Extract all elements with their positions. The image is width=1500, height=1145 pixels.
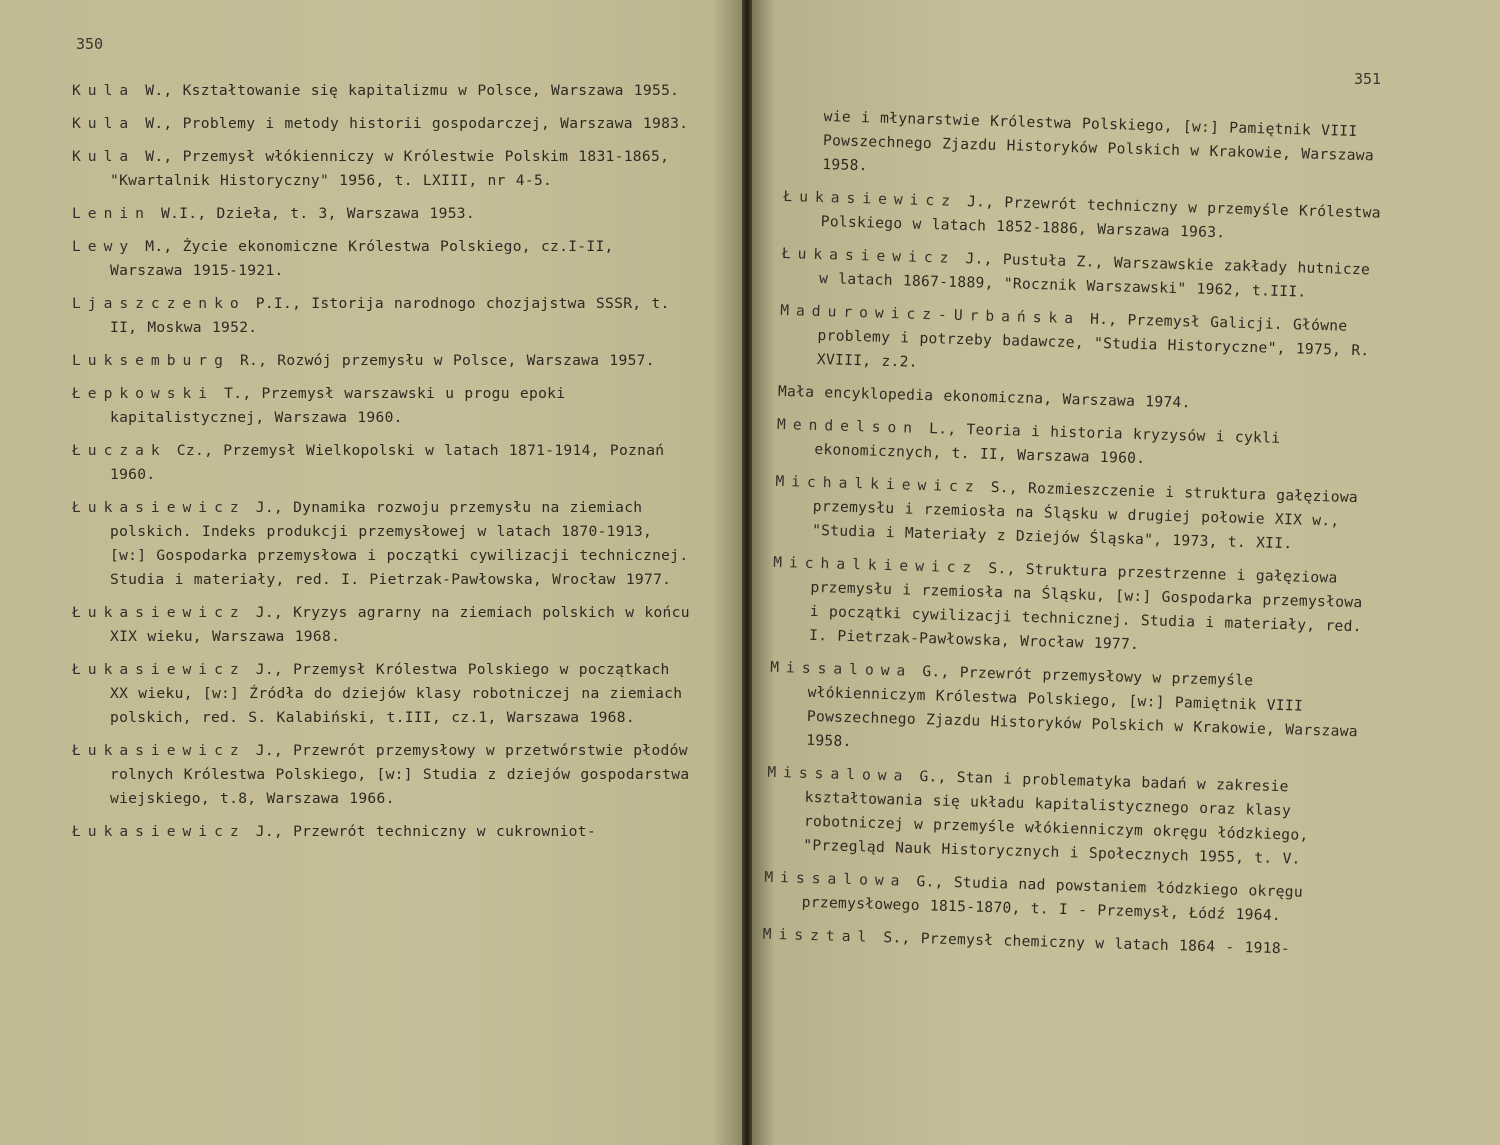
entry-author: Misztal bbox=[762, 925, 874, 946]
bibliography-entry bbox=[72, 382, 692, 430]
bibliography-entry bbox=[774, 470, 1382, 559]
entry-author: Łuczak bbox=[72, 442, 167, 459]
bibliography-entry-continuation bbox=[784, 104, 1392, 193]
entry-text: S., Struktura przestrzenne i gałęziowa przemysłu i rzemiosła na Śląsku, [w:] Gospodarka przemysłowa i początki cywilizacji technicznej. Studia i materiały, red. I. Pietrzak-Pawłowska, Wrocław 1977. bbox=[808, 559, 1363, 654]
entry-text: W., Kształtowanie się kapitalizmu w Polsce, Warszawa 1955. bbox=[135, 82, 680, 99]
entry-text: J., Pustuła Z., Warszawskie zakłady hutnicze w latach 1867-1889, "Rocznik Warszawski" 1962, t.III. bbox=[818, 249, 1371, 301]
bibliography-entry bbox=[72, 820, 692, 844]
bibliography-list bbox=[72, 79, 692, 853]
bibliography-entry bbox=[782, 185, 1389, 250]
entry-text: W.I., Dzieła, t. 3, Warszawa 1953. bbox=[150, 205, 475, 222]
entry-text: J., Przewrót techniczny w cukrowniot- bbox=[245, 823, 596, 840]
entry-author: Ljaszczenko bbox=[72, 295, 246, 312]
entry-text: L., Teoria i historia kryzysów i cykli ekonomicznych, t. II, Warszawa 1960. bbox=[814, 419, 1281, 468]
entry-author: Łukasiewicz bbox=[72, 604, 246, 621]
entry-text: Mała encyklopedia ekonomiczna, Warszawa 1974. bbox=[777, 382, 1191, 412]
entry-text: W., Przemysł włókienniczy w Królestwie Polskim 1831-1865, "Kwartalnik Historyczny" 1956, t. LXIII, nr 4-5. bbox=[110, 148, 670, 189]
entry-author: Kula bbox=[72, 82, 136, 99]
bibliography-entry bbox=[779, 299, 1387, 388]
bibliography-entry bbox=[72, 349, 692, 373]
entry-author: Missalowa bbox=[767, 763, 910, 785]
entry-author: Łukasiewicz bbox=[72, 823, 246, 840]
entry-text: R., Rozwój przemysłu w Polsce, Warszawa 1957. bbox=[229, 352, 655, 369]
entry-author: Michalkiewicz bbox=[772, 553, 979, 577]
entry-author: Missalowa bbox=[764, 868, 907, 890]
entry-text: J., Przewrót przemysłowy w przetwórstwie płodów rolnych Królestwa Polskiego, [w:] Studia z dziejów gospodarstwa wiejskiego, t.8, Warszawa 1966. bbox=[110, 742, 690, 807]
entry-author: Łukasiewicz bbox=[72, 742, 246, 759]
entry-text: J., Przemysł Królestwa Polskiego w początkach XX wieku, [w:] Źródła do dziejów klasy robotniczej na ziemiach polskich, red. S. Kalabiński, t.III, cz.1, Warszawa 1968. bbox=[110, 661, 683, 726]
bibliography-entry bbox=[72, 601, 692, 649]
entry-text: P.I., Istorija narodnogo chozjajstwa SSSR, t. II, Moskwa 1952. bbox=[110, 295, 670, 336]
entry-text: G., Studia nad powstaniem łódzkiego okręgu przemysłowego 1815-1870, t. I - Przemysł, Łódź 1964. bbox=[801, 872, 1304, 925]
entry-text: G., Stan i problematyka badań w zakresie kształtowania się układu kapitalistycznego oraz klasy robotniczej w przemyśle włókienniczym okręgu łódzkiego, "Przegląd Nauk Historycznych i Społecznych 1955, t. V. bbox=[803, 767, 1309, 868]
entry-text: S., Przemysł chemiczny w latach 1864 - 1918- bbox=[873, 928, 1291, 958]
book-gutter bbox=[742, 0, 752, 1145]
entry-text: M., Życie ekonomiczne Królestwa Polskiego, cz.I-II, Warszawa 1915-1921. bbox=[110, 238, 614, 279]
bibliography-entry bbox=[781, 242, 1388, 307]
entry-text: J., Kryzys agrarny na ziemiach polskich w końcu XIX wieku, Warszawa 1968. bbox=[110, 604, 690, 645]
bibliography-entry bbox=[72, 112, 692, 136]
bibliography-entry bbox=[72, 79, 692, 103]
bibliography-entry bbox=[72, 658, 692, 730]
bibliography-entry bbox=[762, 923, 1368, 964]
bibliography-entry bbox=[72, 496, 692, 592]
entry-text: H., Przemysł Galicji. Główne problemy i potrzeby badawcze, "Studia Historyczne", 1975, R. XVIII, z.2. bbox=[816, 310, 1370, 371]
entry-text: G., Przewrót przemysłowy w przemyśle włókienniczym Królestwa Polskiego, [w:] Pamiętnik VIII Powszechnego Zjazdu Historyków Polskich w Krakowie, Warszawa 1958. bbox=[806, 662, 1359, 751]
entry-author: Lewy bbox=[72, 238, 136, 255]
entry-author: Missalowa bbox=[770, 658, 913, 680]
entry-author: Lenin bbox=[72, 205, 151, 222]
entry-author: Łukasiewicz bbox=[72, 499, 246, 516]
entry-text: J., Dynamika rozwoju przemysłu na ziemiach polskich. Indeks produkcji przemysłowej w latach 1870-1913, [w:] Gospodarka przemysłowa i początki cywilizacji technicznej. Studia i materiały, red. I. Pietrzak-Pawłowska, Wrocław 1977. bbox=[110, 499, 689, 588]
entry-author: Kula bbox=[72, 115, 136, 132]
entry-author: Madurowicz-Urbańska bbox=[779, 301, 1081, 328]
page-number: 350 bbox=[76, 35, 104, 53]
entry-text: T., Przemysł warszawski u progu epoki kapitalistycznej, Warszawa 1960. bbox=[110, 385, 566, 426]
bibliography-entry bbox=[765, 761, 1373, 874]
entry-author: Łukasiewicz bbox=[783, 187, 958, 210]
left-page bbox=[0, 0, 742, 1145]
entry-text: S., Rozmieszczenie i struktura gałęziowa przemysłu i rzemiosła na Śląsku w drugiej połowie XIX w., "Studia i Materiały z Dziejów Śląska", 1973, t. XII. bbox=[811, 478, 1359, 553]
entry-author: Michalkiewicz bbox=[775, 472, 981, 496]
right-page bbox=[752, 0, 1500, 1145]
entry-author: Łepkowski bbox=[72, 385, 215, 402]
bibliography-entry bbox=[771, 551, 1379, 664]
bibliography-entry bbox=[72, 439, 692, 487]
bibliography-entry bbox=[768, 656, 1376, 769]
bibliography-entry bbox=[72, 145, 692, 193]
page-number: 351 bbox=[1354, 70, 1382, 88]
bibliography-entry bbox=[776, 413, 1383, 478]
bibliography-entry bbox=[72, 202, 692, 226]
bibliography-entry bbox=[72, 235, 692, 283]
entry-text: wie i młynarstwie Królestwa Polskiego, [w:] Pamiętnik VIII Powszechnego Zjazdu Historyków Polskich w Krakowie, Warszawa 1958. bbox=[822, 108, 1375, 175]
bibliography-entry bbox=[763, 866, 1370, 931]
bibliography-entry bbox=[72, 739, 692, 811]
entry-author: Łukasiewicz bbox=[72, 661, 246, 678]
entry-text: J., Przewrót techniczny w przemyśle Królestwa Polskiego w latach 1852-1886, Warszawa 1963. bbox=[820, 192, 1382, 242]
entry-text: Cz., Przemysł Wielkopolski w latach 1871-1914, Poznań 1960. bbox=[110, 442, 665, 483]
entry-author: Luksemburg bbox=[72, 352, 230, 369]
bibliography-entry bbox=[72, 292, 692, 340]
bibliography-list bbox=[762, 104, 1392, 973]
entry-author: Mendelson bbox=[776, 415, 920, 437]
entry-author: Kula bbox=[72, 148, 136, 165]
entry-text: W., Problemy i metody historii gospodarczej, Warszawa 1983. bbox=[135, 115, 689, 132]
entry-author: Łukasiewicz bbox=[781, 244, 956, 267]
